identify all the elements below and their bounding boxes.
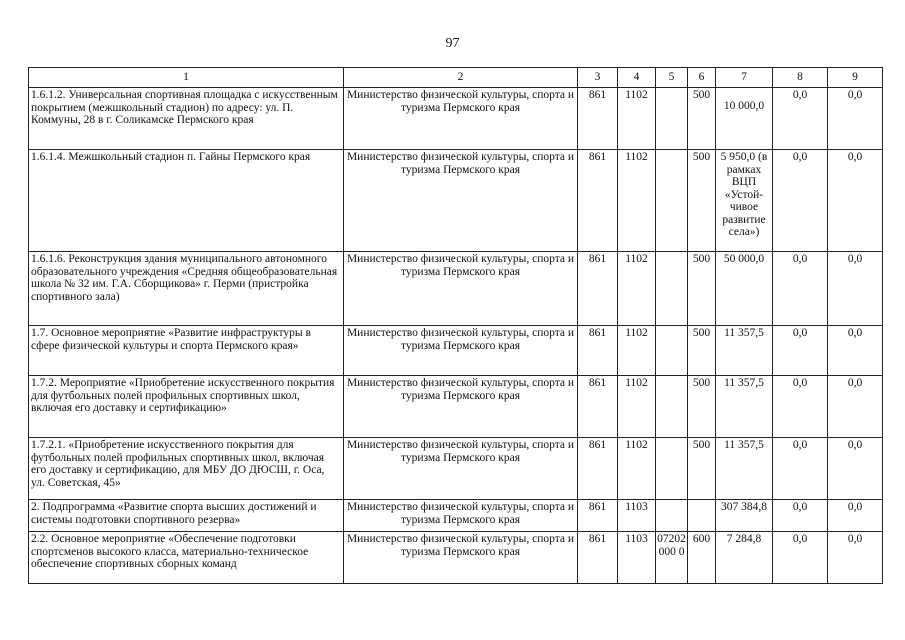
cell-c8: 0,0: [773, 532, 828, 584]
cell-c3: 861: [578, 438, 618, 500]
table-row: [29, 376, 883, 438]
cell-c7: 10 000,0: [716, 88, 773, 150]
cell-c5: [656, 150, 688, 252]
cell-c5: [656, 88, 688, 150]
cell-c6: 500: [688, 150, 716, 252]
cell-c1: 1.6.1.6. Реконструкция здания муниципального автономного образовательного учреждения «Средняя общеобразовательная школа № 32 им. Г.А. Сборщикова» г. Перми (пристройка спортивного зала): [29, 252, 344, 326]
cell-c2: Министерство физической культуры, спорта и туризма Пермского края: [344, 500, 578, 532]
cell-c3: 861: [578, 150, 618, 252]
header-cell: 8: [773, 68, 828, 88]
cell-c5: 07202000 0: [656, 532, 688, 584]
cell-c9: 0,0: [828, 326, 883, 376]
cell-c1: 2.2. Основное мероприятие «Обеспечение подготовки спортсменов высокого класса, материально-техническое обеспечение спортивных сборных команд: [29, 532, 344, 584]
table-row: [29, 150, 883, 252]
cell-c4: 1102: [618, 88, 656, 150]
cell-c6: 500: [688, 326, 716, 376]
cell-c7: 11 357,5: [716, 376, 773, 438]
cell-c8: 0,0: [773, 326, 828, 376]
cell-c4: 1102: [618, 376, 656, 438]
cell-c6: 500: [688, 88, 716, 150]
cell-c2: Министерство физической культуры, спорта и туризма Пермского края: [344, 438, 578, 500]
cell-c1: 1.7.2.1. «Приобретение искусственного покрытия для футбольных полей профильных спортивных школ, включая его доставку и сертификацию, для МБУ ДО ДЮСШ, г. Оса, ул. Советская, 45»: [29, 438, 344, 500]
cell-c1: 1.7.2. Мероприятие «Приобретение искусственного покрытия для футбольных полей профильных спортивных школ, включая его доставку и сертификацию»: [29, 376, 344, 438]
budget-table: [28, 67, 883, 584]
cell-c1: 2. Подпрограмма «Развитие спорта высших достижений и системы подготовки спортивного резерва»: [29, 500, 344, 532]
cell-c2: Министерство физической культуры, спорта и туризма Пермского края: [344, 376, 578, 438]
header-cell: 9: [828, 68, 883, 88]
cell-c3: 861: [578, 326, 618, 376]
cell-c2: Министерство физической культуры, спорта и туризма Пермского края: [344, 252, 578, 326]
header-cell: 2: [344, 68, 578, 88]
cell-c3: 861: [578, 532, 618, 584]
cell-c3: 861: [578, 376, 618, 438]
cell-c8: 0,0: [773, 438, 828, 500]
cell-c4: 1102: [618, 252, 656, 326]
cell-c3: 861: [578, 252, 618, 326]
cell-c4: 1102: [618, 150, 656, 252]
cell-c4: 1103: [618, 532, 656, 584]
cell-c7: 7 284,8: [716, 532, 773, 584]
cell-c9: 0,0: [828, 252, 883, 326]
cell-c9: 0,0: [828, 88, 883, 150]
cell-c6: 500: [688, 376, 716, 438]
cell-c2: Министерство физической культуры, спорта и туризма Пермского края: [344, 326, 578, 376]
cell-c2: Министерство физической культуры, спорта и туризма Пермского края: [344, 88, 578, 150]
table-row: [29, 88, 883, 150]
header-cell: 4: [618, 68, 656, 88]
header-cell: 1: [29, 68, 344, 88]
cell-c4: 1103: [618, 500, 656, 532]
table-row: [29, 252, 883, 326]
cell-c6: 600: [688, 532, 716, 584]
cell-c5: [656, 252, 688, 326]
header-cell: 5: [656, 68, 688, 88]
cell-c7: 50 000,0: [716, 252, 773, 326]
table-row: [29, 500, 883, 532]
cell-c6: [688, 500, 716, 532]
cell-c4: 1102: [618, 326, 656, 376]
cell-c9: 0,0: [828, 500, 883, 532]
header-cell: 7: [716, 68, 773, 88]
header-row: [29, 68, 883, 88]
cell-c8: 0,0: [773, 252, 828, 326]
cell-c8: 0,0: [773, 500, 828, 532]
cell-c9: 0,0: [828, 438, 883, 500]
cell-c5: [656, 326, 688, 376]
page-number: 97: [445, 36, 460, 51]
cell-c2: Министерство физической культуры, спорта и туризма Пермского края: [344, 532, 578, 584]
cell-c6: 500: [688, 438, 716, 500]
cell-c7: 11 357,5: [716, 326, 773, 376]
cell-c1: 1.6.1.4. Межшкольный стадион п. Гайны Пермского края: [29, 150, 344, 252]
table-row: [29, 438, 883, 500]
cell-c3: 861: [578, 500, 618, 532]
cell-c2: Министерство физической культуры, спорта и туризма Пермского края: [344, 150, 578, 252]
cell-c1: 1.6.1.2. Универсальная спортивная площадка с искусственным покрытием (межшкольный стадион) по адресу: ул. П. Коммуны, 28 в г. Соликамске Пермского края: [29, 88, 344, 150]
cell-c5: [656, 438, 688, 500]
cell-c8: 0,0: [773, 88, 828, 150]
cell-c9: 0,0: [828, 376, 883, 438]
cell-c8: 0,0: [773, 376, 828, 438]
cell-c9: 0,0: [828, 150, 883, 252]
cell-c8: 0,0: [773, 150, 828, 252]
table-row: [29, 532, 883, 584]
cell-c3: 861: [578, 88, 618, 150]
cell-c1: 1.7. Основное мероприятие «Развитие инфраструктуры в сфере физической культуры и спорта Пермского края»: [29, 326, 344, 376]
cell-c4: 1102: [618, 438, 656, 500]
cell-c5: [656, 376, 688, 438]
cell-c7: 307 384,8: [716, 500, 773, 532]
cell-c5: [656, 500, 688, 532]
header-cell: 6: [688, 68, 716, 88]
cell-c7: 11 357,5: [716, 438, 773, 500]
cell-c9: 0,0: [828, 532, 883, 584]
cell-c7: 5 950,0 (в рамках ВЦП «Устой-чивое развитие села»): [716, 150, 773, 252]
cell-c6: 500: [688, 252, 716, 326]
header-cell: 3: [578, 68, 618, 88]
table-row: [29, 326, 883, 376]
